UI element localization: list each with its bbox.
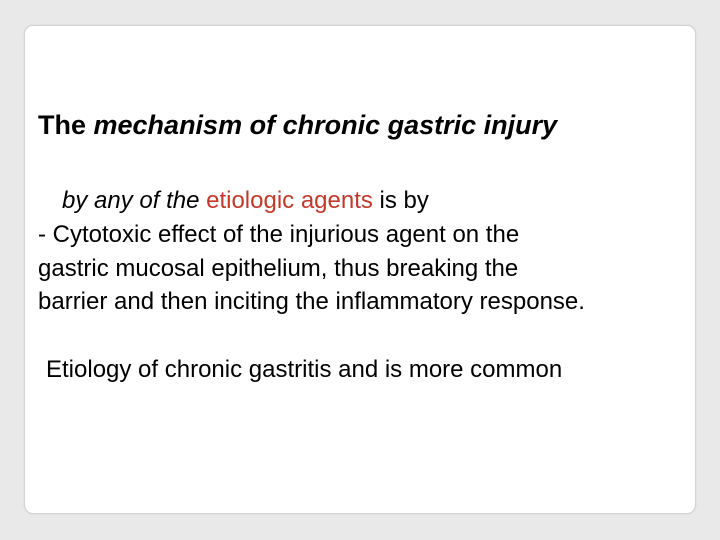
body-line-1 — [62, 187, 429, 215]
body-line-4: barrier and then inciting the inflammatory response. — [38, 288, 585, 315]
line1-suffix: is by — [372, 187, 429, 214]
etiologic-agents-highlight: etiologic agents — [206, 187, 373, 214]
body-line-5: Etiology of chronic gastritis and is more common — [46, 356, 563, 383]
title-italic: mechanism of chronic gastric injury — [93, 110, 558, 140]
slide-title — [38, 110, 557, 141]
body-line-3: gastric mucosal epithelium, thus breaking the — [38, 255, 519, 282]
body-line-2: - Cytotoxic effect of the injurious agent on the — [38, 221, 520, 248]
line1-italic-prefix: by any of the — [62, 187, 207, 214]
title-plain: The — [38, 110, 94, 140]
